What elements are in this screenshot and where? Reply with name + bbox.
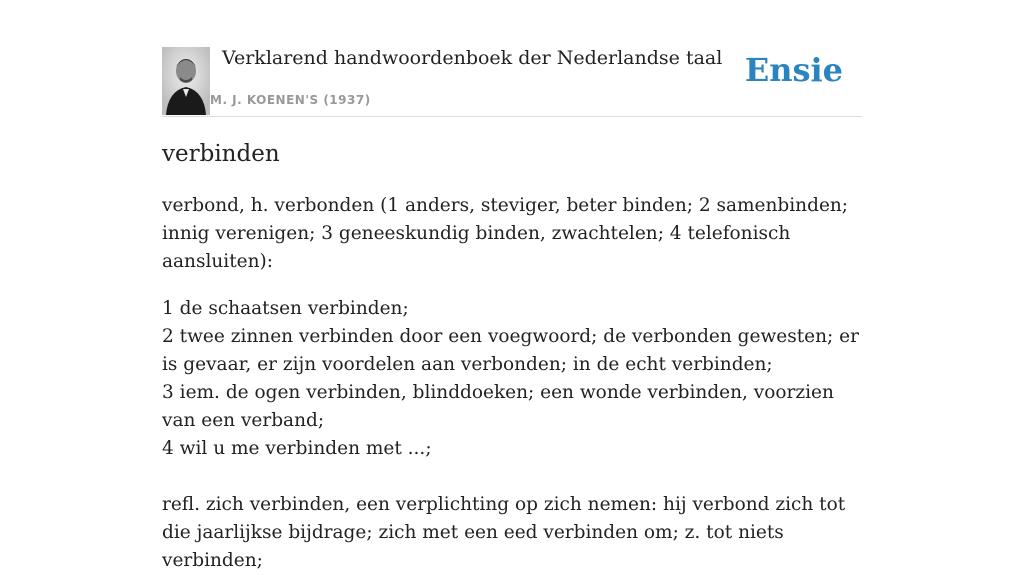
author-portrait-icon <box>162 47 210 115</box>
book-author: M. J. KOENEN'S (1937) <box>210 93 371 107</box>
example-line: 3 iem. de ogen verbinden, blinddoeken; een wonde verbinden, voorzien van een verband; <box>162 382 834 431</box>
entry-content <box>162 136 862 575</box>
example-line: 1 de schaatsen verbinden; <box>162 298 409 319</box>
ensie-logo-link[interactable]: Ensie <box>744 51 843 89</box>
entry-reflexive: refl. zich verbinden, een verplichting op zich nemen: hij verbond zich tot die jaarlijkse bijdrage; zich met een eed verbinden om; z. tot niets verbinden; <box>162 494 846 571</box>
entry-examples <box>162 295 862 463</box>
dictionary-header <box>162 46 862 117</box>
spacer <box>162 463 862 491</box>
book-title: Verklarend handwoordenboek der Nederlandse taal <box>222 47 723 69</box>
example-line: 4 wil u me verbinden met ...; <box>162 438 432 459</box>
example-line: 2 twee zinnen verbinden door een voegwoord; de verbonden gewesten; er is gevaar, er zijn voordelen aan verbonden; in de echt verbinden; <box>162 326 859 375</box>
entry-headword: verbinden <box>162 141 280 167</box>
entry-definition: verbond, h. verbonden (1 anders, steviger, beter binden; 2 samenbinden; innig verenigen; 3 geneeskundig binden, zwachtelen; 4 telefonisch aansluiten): <box>162 195 849 272</box>
